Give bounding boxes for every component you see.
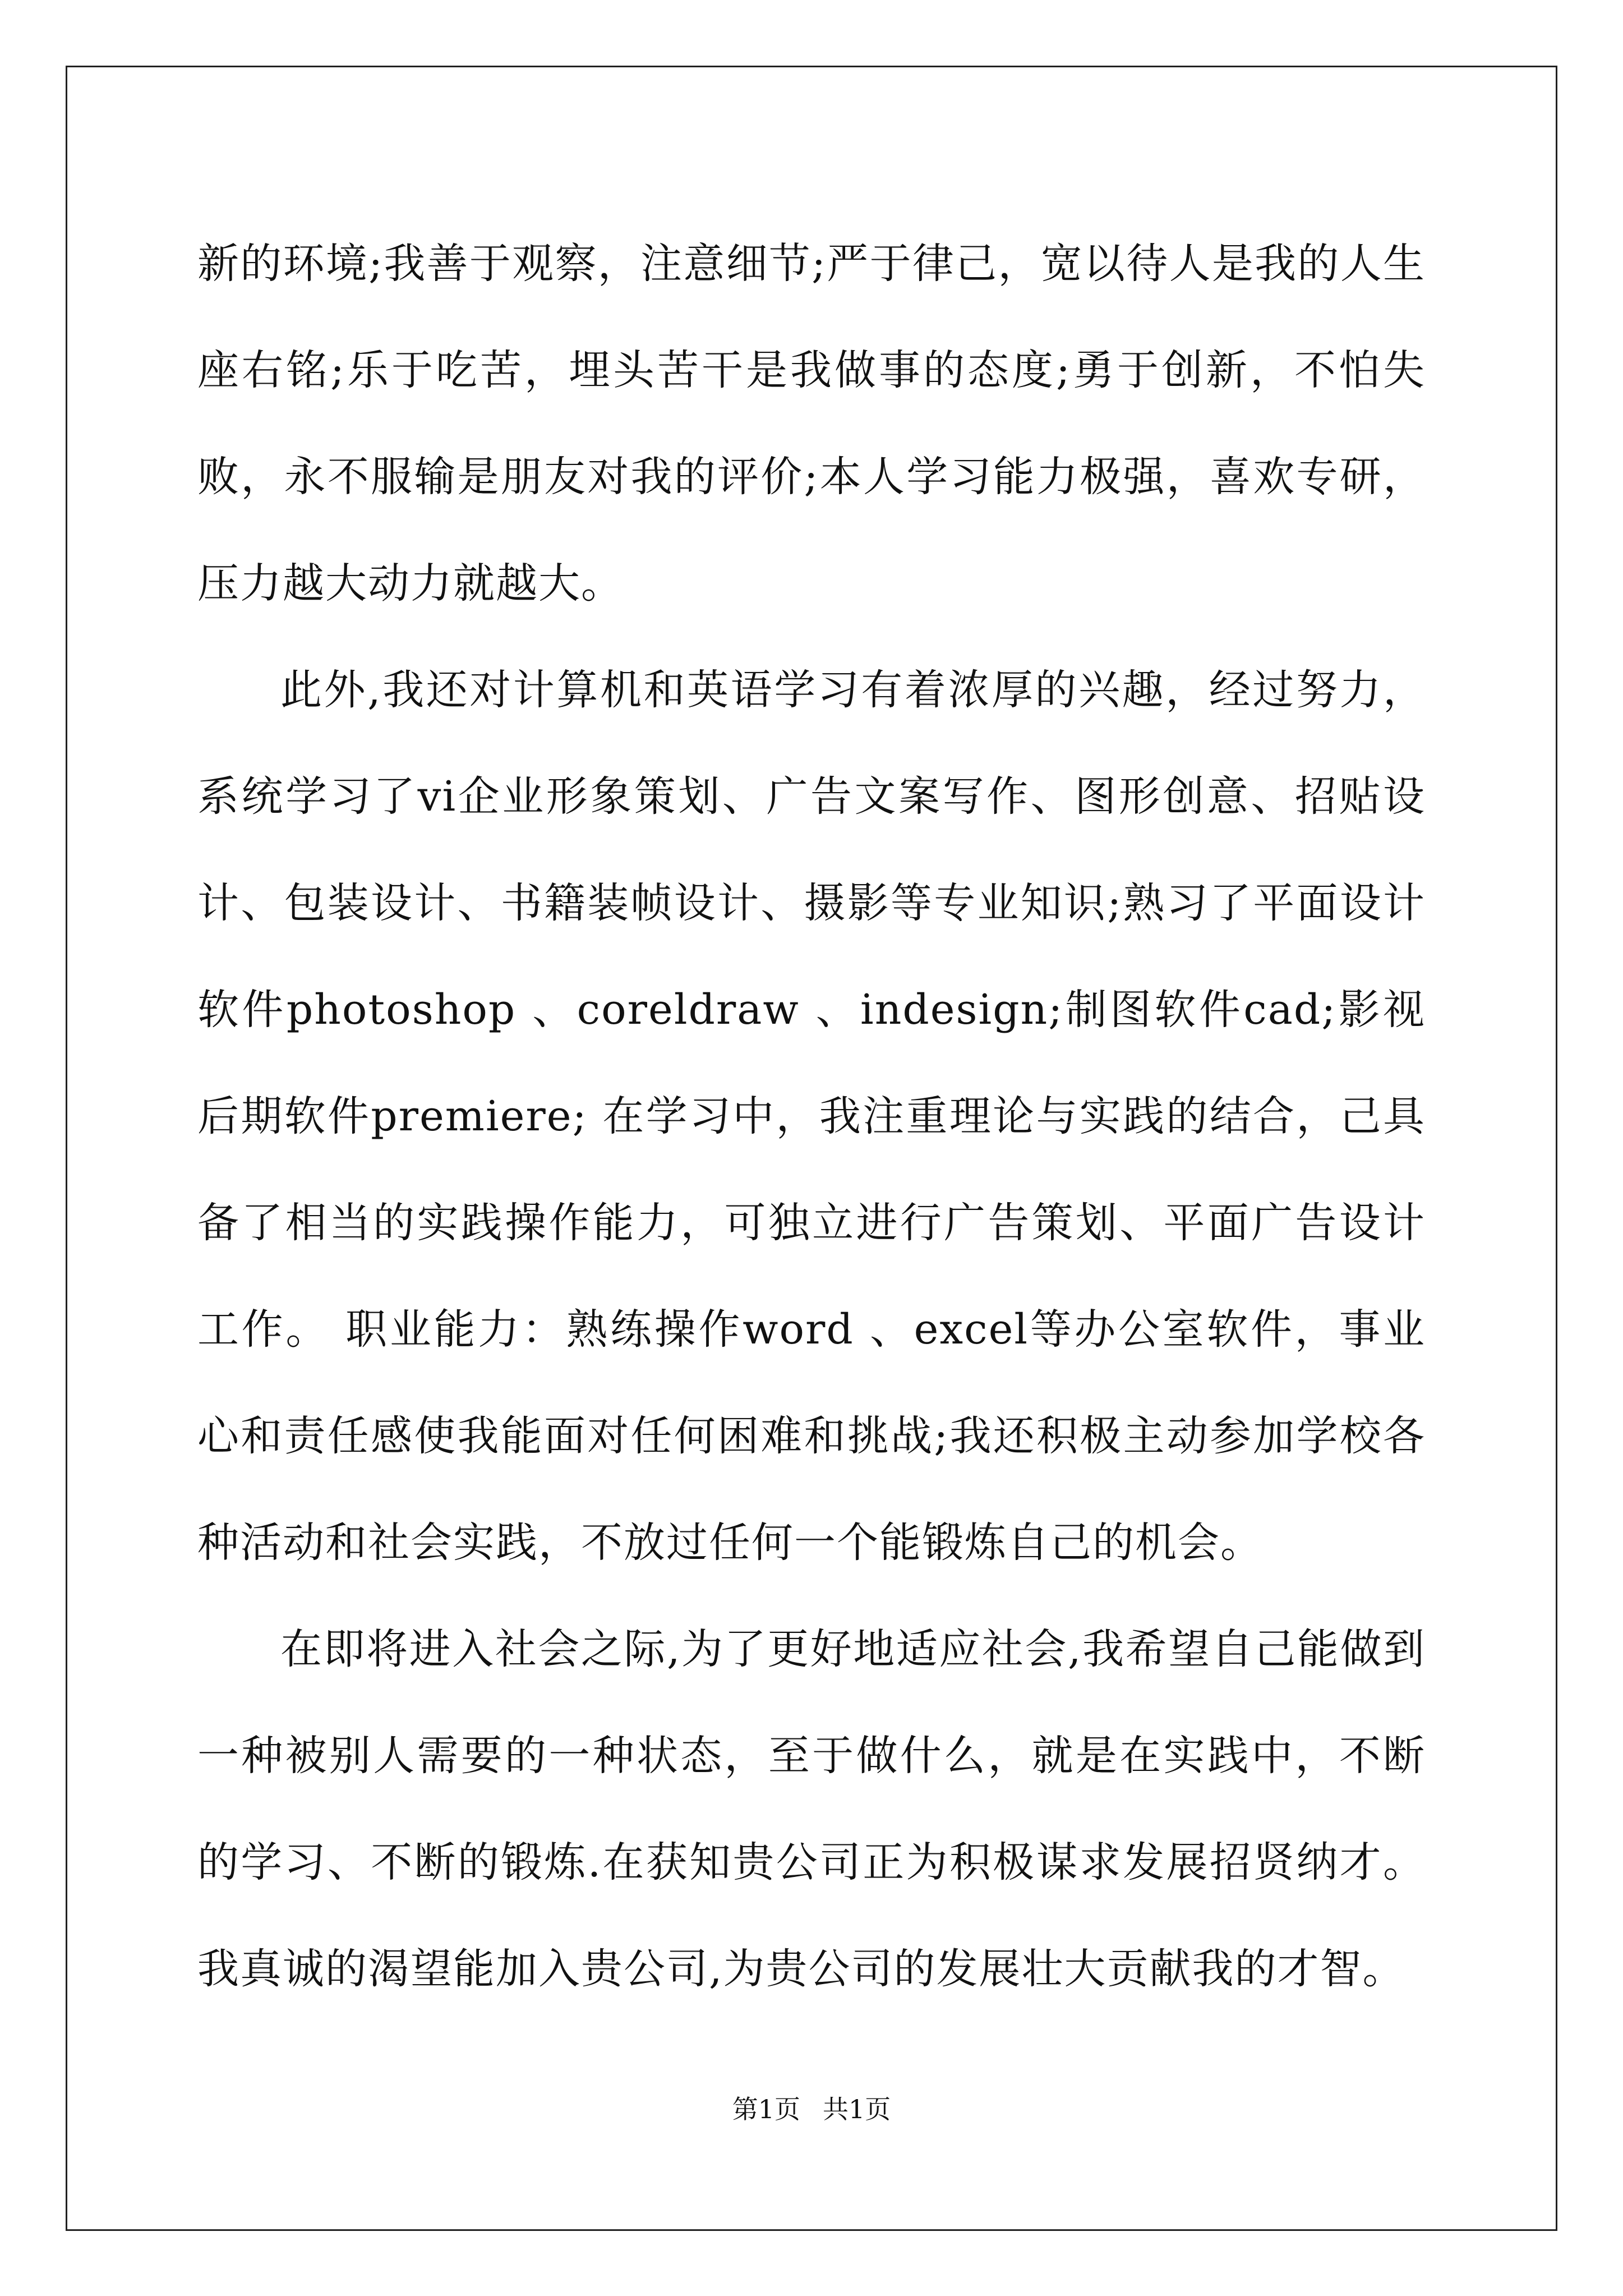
paragraph-3: 在即将进入社会之际,为了更好地适应社会,我希望自己能做到一种被别人需要的一种状态，至于做什么，就是在实践中，不断的学习、不断的锻炼.在获知贵公司正为积极谋求发展招贤纳才。我真诚的渴望能加入贵公司,为贵公司的发展壮大贡献我的才智。: [197, 1625, 1426, 1993]
page-total: 共1页: [823, 2094, 891, 2124]
paragraph-1: 新的环境;我善于观察，注意细节;严于律己，宽以待人是我的人生座右铭;乐于吃苦，埋头苦干是我做事的态度;勇于创新，不怕失败，永不服输是朋友对我的评价;本人学习能力极强，喜欢专研，压力越大动力就越大。: [197, 240, 1426, 608]
page-number: 第1页: [732, 2094, 800, 2124]
page-footer: [0, 2092, 1623, 2126]
document-body: [197, 210, 1426, 2022]
paragraph-2: 此外,我还对计算机和英语学习有着浓厚的兴趣，经过努力，系统学习了vi企业形象策划、广告文案写作、图形创意、招贴设计、包装设计、书籍装帧设计、摄影等专业知识;熟习了平面设计软件photoshop 、coreldraw 、indesign;制图软件cad;影视后期软件premiere; 在学习中，我注重理论与实践的结合，己具备了相当的实践操作能力，可独立进行广告策划、平面广告设计工作。 职业能力：熟练操作word 、excel等办公室软件，事业心和责任感使我能面对任何困难和挑战;我还积极主动参加学校各种活动和社会实践，不放过任何一个能锻炼自己的机会。: [197, 666, 1426, 1567]
